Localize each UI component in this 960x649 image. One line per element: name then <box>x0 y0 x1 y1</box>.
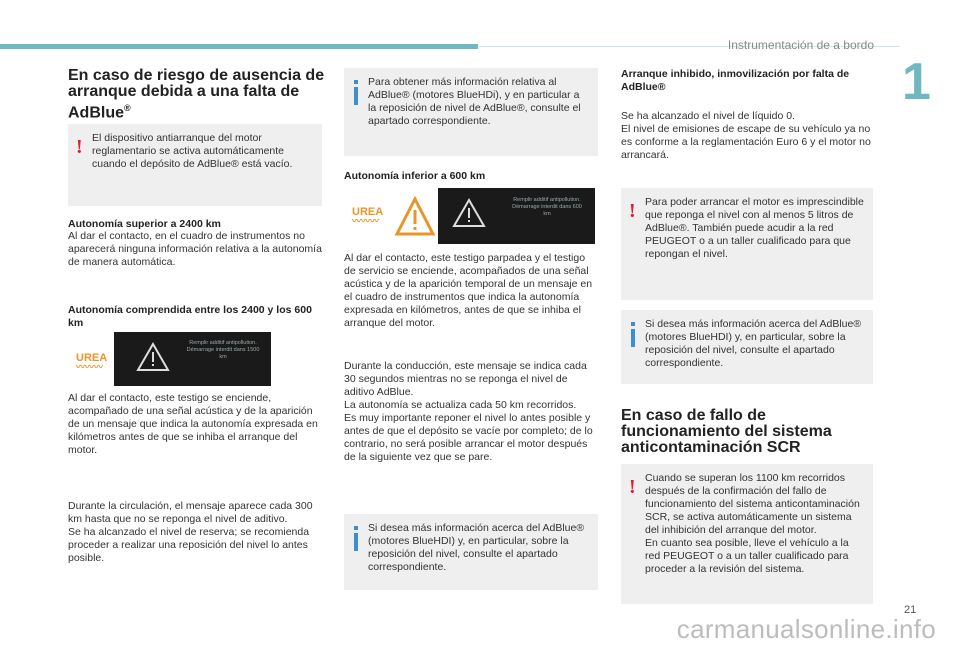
col1-sub1-text: Al dar el contacto, en el cuadro de instrumentos no aparecerá ninguna información relativa a la autonomía de manera automática. <box>68 230 322 268</box>
col1-warning-box <box>68 124 322 206</box>
urea-warning-icon: UREA 〰〰〰 <box>76 352 108 372</box>
col2-info-box2 <box>344 514 598 590</box>
page-number: 21 <box>904 604 917 616</box>
col2-sub-title: Autonomía inferior a 600 km <box>344 170 486 182</box>
urea-warning-icon-flashing: UREA 〰〰〰 <box>352 206 384 226</box>
warning-exclamation-icon: ! <box>629 200 636 222</box>
col2-dashboard-message: Remplir additif antipollution. Démarrage interdit dans 600 km <box>512 197 582 217</box>
col2-para1: Al dar el contacto, este testigo parpadea y el testigo de servicio se enciende, acompañados de una señal acústica y de la aparición temporal de un mensaje en el cuadro de instrumentos que indica la autonomía expresada en kilómetros, antes de que se inhiba el arranque del motor. <box>344 252 593 329</box>
col3-warning-text: Para poder arrancar el motor es imprescindible que reponga el nivel con al menos 5 litros de AdBlue®. También puede acudir a la red PEUGEOT o a un taller cualificado para que repongan el nivel. <box>645 196 864 260</box>
info-icon <box>631 322 635 348</box>
col3-warning-text2: Cuando se superan los 1100 km recorridos después de la confirmación del fallo de funcionamiento del sistema anticontaminación SCR, se activa automáticamente un sistema del inhibición del arranque del motor. En cuanto sea posible, lleve el vehículo a la red PEUGEOT o a un taller cualificado para proceder a la revisión del sistema. <box>645 472 860 575</box>
col3-heading: En caso de fallo de funcionamiento del sistema anticontaminación SCR <box>621 407 832 456</box>
col2-info-box1 <box>344 68 598 156</box>
col2-para2: Durante la conducción, este mensaje se indica cada 30 segundos mientras no se reponga el nivel de aditivo AdBlue. La autonomía se actualiza cada 50 km recorridos. Es muy importante reponer el nivel lo antes posible y antes de que el depósito se vacíe por completo; de lo contrario, no será posible arrancar el motor después de la siguiente vez que se pare. <box>344 360 593 463</box>
chapter-number: 1 <box>902 53 931 111</box>
col1-warning-text: El dispositivo antiarranque del motor reglamentario se activa automáticamente cuando el depósito de AdBlue® está vacío. <box>92 132 293 170</box>
info-icon <box>354 80 358 106</box>
col2-info-text1: Para obtener más información relativa al AdBlue® (motores BlueHDi), y en particular a la reposición de nivel de AdBlue®, consulte el apartado correspondiente. <box>368 76 581 127</box>
col3-warning-box <box>621 188 873 300</box>
col1-dashboard-message: Remplir additif antipollution. Démarrage interdit dans 1500 km <box>186 340 260 360</box>
col1-sub2-title: Autonomía comprendida entre los 2400 y los 600 km <box>68 304 312 329</box>
col3-para1: Se ha alcanzado el nivel de líquido 0. El nivel de emisiones de escape de su vehículo ya no es conforme a la reglamentación Euro 6 y el motor no arrancará. <box>621 110 871 161</box>
col2-dashboard-display <box>438 188 595 244</box>
col1-sub1 <box>68 218 326 269</box>
warning-exclamation-icon: ! <box>629 476 636 498</box>
header-accent-bar <box>0 44 478 49</box>
col1-dashboard-display <box>114 332 271 386</box>
col3-info-text: Si desea más información acerca del AdBlue® (motores BlueHDI) y, en particular, sobre la reposición del nivel, consulte el apartado correspondiente. <box>645 318 862 369</box>
service-warning-icon <box>136 342 170 372</box>
col1-para2: Durante la circulación, el mensaje aparece cada 300 km hasta que no se reponga el nivel de aditivo. Se ha alcanzado el nivel de reserva; se recomienda proceder a realizar una reposición del nivel lo antes posible. <box>68 500 313 564</box>
service-warning-icon-orange <box>394 196 436 238</box>
section-title: Instrumentación de a bordo <box>727 38 874 52</box>
col1-para1: Al dar el contacto, este testigo se enciende, acompañado de una señal acústica y de la aparición de un mensaje que indica la autonomía expresada en kilómetros antes de que se inhiba el arranque del motor. <box>68 392 318 456</box>
service-warning-icon <box>452 198 486 228</box>
col3-sub-title: Arranque inhibido, inmovilización por falta de AdBlue® <box>621 68 850 93</box>
col3-info-box <box>621 310 873 384</box>
col1-sub1-title: Autonomía superior a 2400 km <box>68 218 221 230</box>
watermark: carmanualsonline.info <box>676 614 936 644</box>
warning-exclamation-icon: ! <box>76 136 83 158</box>
info-icon <box>354 526 358 552</box>
col1-heading: En caso de riesgo de ausencia de arranque debida a una falta de AdBlue® <box>68 67 325 122</box>
col3-warning-box2 <box>621 464 873 604</box>
col2-info-text2: Si desea más información acerca del AdBlue® (motores BlueHDI) y, en particular, sobre la reposición del nivel, consulte el apartado correspondiente. <box>368 522 585 573</box>
